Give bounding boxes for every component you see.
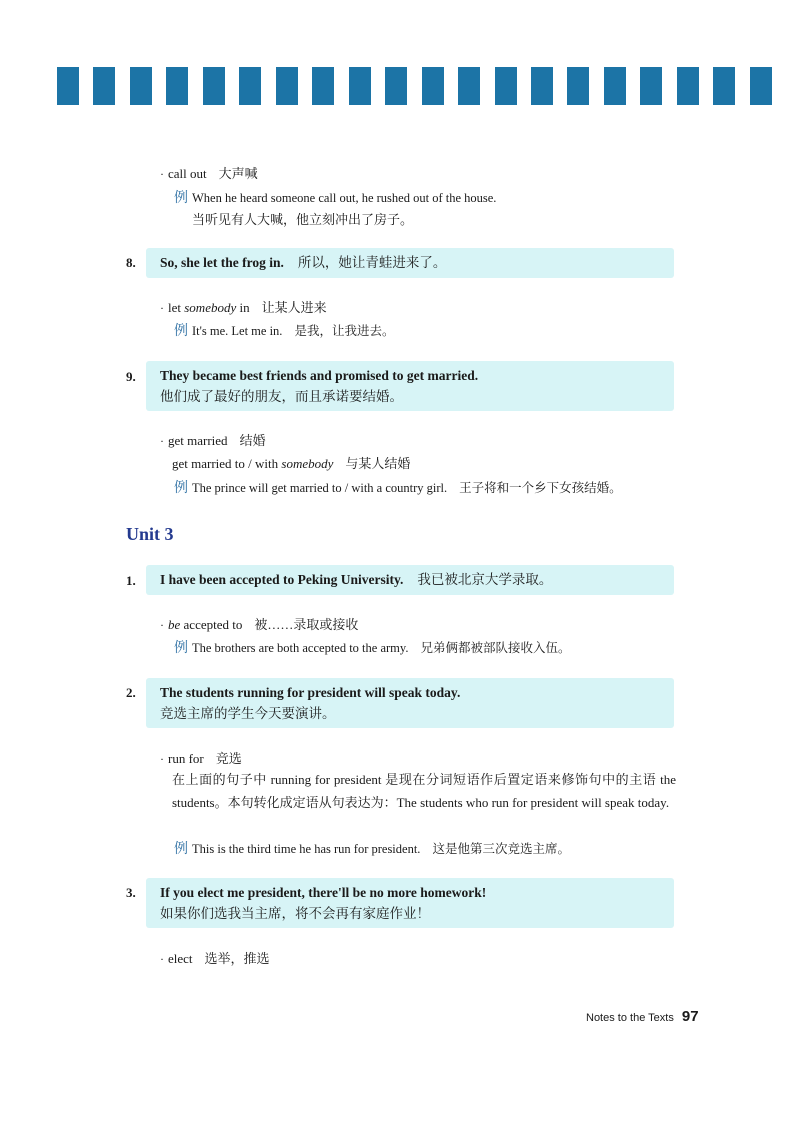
phrase-italic: somebody xyxy=(184,300,237,315)
sentence-box xyxy=(146,678,674,728)
example-marker: 例 xyxy=(174,481,188,496)
example-en: The brothers are both accepted to the army. xyxy=(192,641,409,655)
phrase-en: call out xyxy=(168,166,207,181)
phrase-bullet: · get married 结婚 xyxy=(160,433,266,448)
sentence-zh: 如果你们选我当主席，将不会再有家庭作业！ xyxy=(160,906,430,921)
example-line xyxy=(174,639,570,658)
example-en: It's me. Let me in. xyxy=(192,324,283,338)
example-en: The prince will get married to / with a country girl. xyxy=(192,481,448,495)
phrase-italic: somebody xyxy=(281,456,334,471)
sentence-box xyxy=(146,248,674,278)
grammar-note: 在上面的句子中 running for president 是现在分词短语作后置定语来修饰句中的主语 the students。本句转化成定语从句表达为：The students who run for president will speak today. xyxy=(172,772,676,810)
example-zh: 是我，让我进去。 xyxy=(294,324,395,338)
example-line xyxy=(174,189,496,208)
phrase-variant: get married to / with somebody 与某人结婚 xyxy=(172,456,411,471)
example-line xyxy=(174,840,570,859)
sentence-box xyxy=(146,361,674,411)
unit-heading: Unit 3 xyxy=(126,524,174,544)
phrase-bullet: · elect 选举，推选 xyxy=(160,951,270,966)
example-en: This is the third time he has run for president. xyxy=(192,842,421,856)
phrase-bullet: · be accepted to 被……录取或接收 xyxy=(160,617,359,632)
phrase-zh: 与某人结婚 xyxy=(345,456,411,471)
phrase-italic: be xyxy=(168,617,181,632)
example-zh: 兄弟俩都被部队接收入伍。 xyxy=(420,641,571,655)
sentence-en: If you elect me president, there'll be no more homework! xyxy=(160,885,487,900)
sentence-en: The students running for president will speak today. xyxy=(160,685,461,700)
phrase-en: accepted to xyxy=(180,617,243,632)
phrase-zh: 结婚 xyxy=(239,433,266,448)
sentence-zh: 他们成了最好的朋友，而且承诺要结婚。 xyxy=(160,389,403,404)
phrase-zh: 被……录取或接收 xyxy=(254,617,359,632)
phrase-bullet: · call out 大声喊 xyxy=(160,166,258,181)
example-en: When he heard someone call out, he rushed out of the house. xyxy=(192,191,497,205)
example-marker: 例 xyxy=(174,842,188,857)
sentence-number: 3. xyxy=(126,885,136,900)
phrase-zh: 竞选 xyxy=(215,751,242,766)
phrase-en: run for xyxy=(168,751,204,766)
example-line xyxy=(174,479,622,498)
phrase-bullet: · let somebody in 让某人进来 xyxy=(160,300,327,315)
sentence-en: I have been accepted to Peking University. xyxy=(160,572,404,587)
phrase-en: elect xyxy=(168,951,193,966)
phrase-zh: 大声喊 xyxy=(218,166,258,181)
sentence-number: 1. xyxy=(126,573,136,588)
sentence-en: So, she let the frog in. 所以，她让青蛙进来了。 xyxy=(160,255,447,270)
phrase-en: get married xyxy=(168,433,228,448)
example-marker: 例 xyxy=(174,641,188,656)
example-zh: 这是他第三次竞选主席。 xyxy=(432,842,570,856)
example-line xyxy=(174,322,394,341)
footer-label: Notes to the Texts xyxy=(586,1012,674,1024)
sentence-zh: 所以，她让青蛙进来了。 xyxy=(297,255,447,270)
example-zh: 当听见有人大喊，他立刻冲出了房子。 xyxy=(192,212,414,227)
sentence-number: 9. xyxy=(126,369,136,384)
example-marker: 例 xyxy=(174,191,188,206)
phrase-zh: 让某人进来 xyxy=(261,300,327,315)
example-marker: 例 xyxy=(174,324,188,339)
sentence-zh: 竞选主席的学生今天要演讲。 xyxy=(160,706,336,721)
sentence-box xyxy=(146,878,674,928)
phrase-bullet: · run for 竞选 xyxy=(160,751,242,766)
sentence-box xyxy=(146,565,674,595)
sentence-number: 2. xyxy=(126,685,136,700)
sentence-zh: 我已被北京大学录取。 xyxy=(417,572,553,587)
page-footer xyxy=(586,1008,699,1025)
page-number: 97 xyxy=(681,1008,699,1025)
sentence-en: They became best friends and promised to get married. xyxy=(160,368,479,383)
example-zh: 王子将和一个乡下女孩结婚。 xyxy=(459,481,622,495)
phrase-zh: 选举，推选 xyxy=(204,951,270,966)
sentence-number: 8. xyxy=(126,255,136,270)
